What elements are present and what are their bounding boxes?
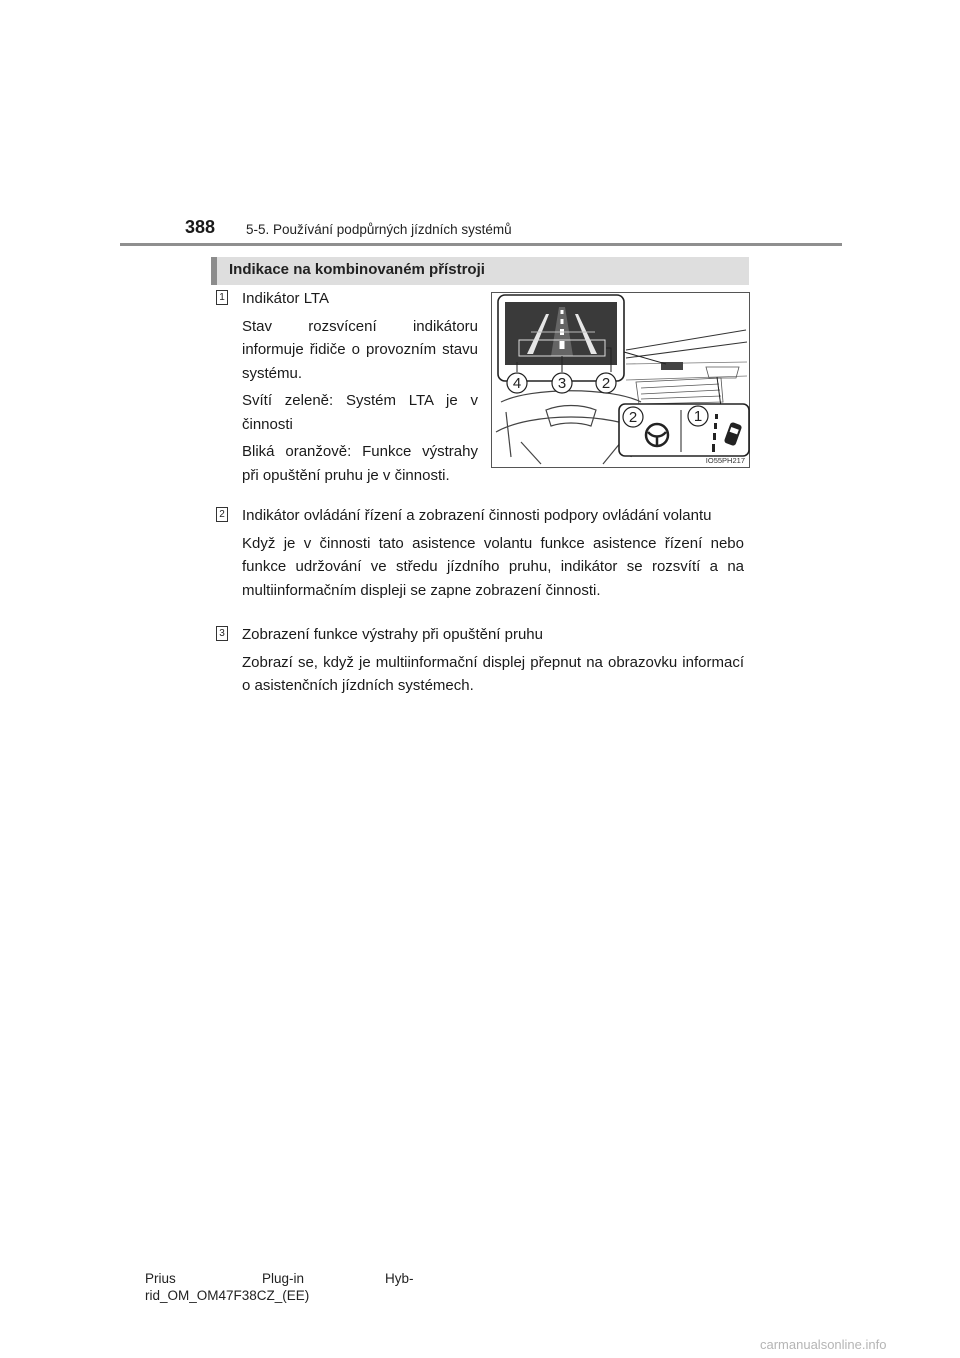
header-rule <box>120 243 842 246</box>
item-number-2: 2 <box>216 507 228 522</box>
item-1-orange-state: Bliká oranžově: Funkce výstrahy při opuštění pruhu je v činnosti. <box>242 443 478 484</box>
footer-variant: Plug-in <box>262 1271 305 1286</box>
item-1-green-state: Svítí zeleně: Systém LTA je v činnosti <box>242 392 478 433</box>
watermark: carmanualsonline.info <box>760 1337 887 1352</box>
callout-4: 4 <box>512 375 522 392</box>
callout-3: 3 <box>557 375 567 392</box>
page-number: 388 <box>185 217 216 237</box>
item-1-title: Indikátor LTA <box>242 290 329 307</box>
footer-document-code: rid_OM_OM47F38CZ_(EE) <box>145 1288 310 1303</box>
callout-2-top: 2 <box>601 375 611 392</box>
item-2 <box>242 504 744 602</box>
item-2-title: Indikátor ovládání řízení a zobrazení činnosti podpory ovládání volantu <box>242 507 712 524</box>
item-number-1: 1 <box>216 290 228 305</box>
item-3 <box>242 623 744 698</box>
section-heading <box>211 257 749 285</box>
item-1-description: Stav rozsvícení indikátoru informuje řidiče o provozním stavu systému. <box>242 317 478 382</box>
item-3-description: Zobrazí se, když je multiinformační displej přepnut na obrazovku informací o asistenčních jízdních systémech. <box>242 653 744 694</box>
item-2-description: Když je v činnosti tato asistence volantu funkce asistence řízení nebo funkce udržování ve středu jízdního pruhu, indikátor se rozsvítí a na multiinformačním displeji se zapne zobrazení činnosti. <box>242 534 744 599</box>
chapter-title: 5-5. Používání podpůrných jízdních systémů <box>246 222 512 237</box>
item-1 <box>242 287 478 487</box>
callout-2-bottom: 2 <box>628 409 638 426</box>
footer-type: Hyb- <box>385 1271 414 1286</box>
illustration-code: IO55PH217 <box>705 456 745 465</box>
item-3-title: Zobrazení funkce výstrahy při opuštění pruhu <box>242 626 543 643</box>
item-number-3: 3 <box>216 626 228 641</box>
callout-1: 1 <box>693 408 703 425</box>
footer-model: Prius <box>145 1271 176 1286</box>
section-heading-text: Indikace na kombinovaném přístroji <box>229 261 485 278</box>
instrument-cluster-illustration <box>491 292 750 468</box>
